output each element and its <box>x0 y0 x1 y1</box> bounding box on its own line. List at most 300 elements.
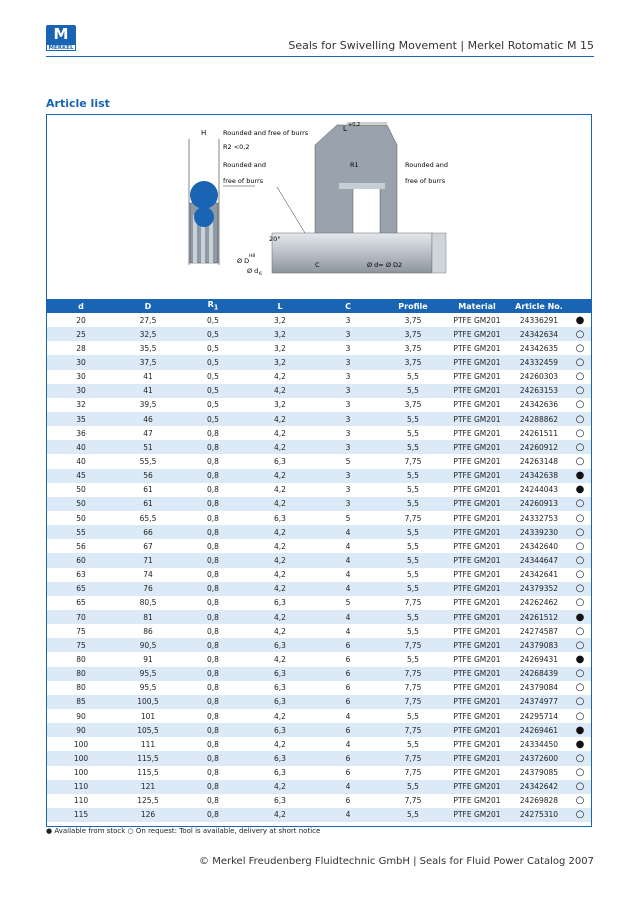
table-cell: 4,2 <box>274 654 286 664</box>
availability-indicator: ○ <box>569 667 591 681</box>
table-cell: 51 <box>115 440 181 454</box>
table-cell: 7,75 <box>404 598 422 608</box>
availability-indicator: ○ <box>575 625 585 637</box>
table-cell: 4,2 <box>274 428 286 438</box>
table-cell: 4,2 <box>274 711 286 721</box>
table-cell: 4 <box>345 541 351 551</box>
table-cell: 5,5 <box>381 384 445 398</box>
table-cell: 81 <box>115 610 181 624</box>
table-cell: 4,2 <box>274 485 286 495</box>
table-cell: 0,8 <box>181 808 245 822</box>
table-cell: PTFE GM201 <box>453 796 501 806</box>
table-cell: 32,5 <box>115 327 181 341</box>
table-cell: 24342641 <box>519 570 559 580</box>
availability-indicator: ○ <box>575 597 585 609</box>
table-cell: 0,8 <box>207 626 219 636</box>
table-row <box>47 723 591 737</box>
table-cell: 100 <box>47 751 115 765</box>
table-cell: 24262462 <box>519 598 559 608</box>
availability-indicator: ● <box>569 469 591 483</box>
table-cell: 0,5 <box>207 372 219 382</box>
table-cell: 4,2 <box>274 372 286 382</box>
table-cell: 0,8 <box>181 525 245 539</box>
table-cell: 4,2 <box>245 440 315 454</box>
table-cell: 6,3 <box>274 598 286 608</box>
table-row <box>47 808 591 822</box>
table-cell: PTFE GM201 <box>453 513 501 523</box>
table-cell: 6 <box>345 796 351 806</box>
leader-angle <box>277 187 305 233</box>
label-r2: R2 <0,2 <box>223 143 250 151</box>
availability-indicator: ○ <box>569 751 591 765</box>
table-row <box>47 610 591 624</box>
table-row <box>47 341 591 355</box>
table-cell: 3 <box>345 485 351 495</box>
table-cell: 91 <box>143 654 153 664</box>
availability-indicator: ○ <box>569 412 591 426</box>
table-cell: 7,75 <box>404 768 422 778</box>
table-cell: 6 <box>345 768 351 778</box>
col-header-d: d <box>47 299 115 313</box>
table-cell: 3,2 <box>274 343 286 353</box>
label-l: L <box>343 125 347 133</box>
table-cell: 3 <box>345 315 351 325</box>
table-cell: 3 <box>345 428 351 438</box>
table-cell: 4 <box>315 553 381 567</box>
label-h: H <box>201 129 207 137</box>
table-cell: 105,5 <box>115 723 181 737</box>
table-cell: PTFE GM201 <box>445 384 509 398</box>
table-cell: 20 <box>76 315 86 325</box>
table-row <box>47 511 591 525</box>
table-cell: 35 <box>47 412 115 426</box>
table-cell: PTFE GM201 <box>445 497 509 511</box>
availability-indicator: ○ <box>569 384 591 398</box>
table-cell: 121 <box>115 780 181 794</box>
table-cell: 7,75 <box>381 695 445 709</box>
table-cell: 0,8 <box>207 796 219 806</box>
table-row <box>47 355 591 369</box>
table-cell: 7,75 <box>381 667 445 681</box>
col-header-D: D <box>115 299 181 313</box>
table-cell: PTFE GM201 <box>445 638 509 652</box>
table-cell: 5,5 <box>381 525 445 539</box>
table-cell: PTFE GM201 <box>445 327 509 341</box>
col-header-availability <box>569 299 591 313</box>
table-row <box>47 638 591 652</box>
table-row <box>47 384 591 398</box>
table-cell: 95,5 <box>139 683 157 693</box>
table-cell: 4 <box>345 739 351 749</box>
table-cell: 6,3 <box>274 513 286 523</box>
table-cell: PTFE GM201 <box>453 315 501 325</box>
table-row <box>47 539 591 553</box>
table-cell: 6,3 <box>245 667 315 681</box>
table-cell: 5,5 <box>407 570 419 580</box>
table-cell: 0,8 <box>207 541 219 551</box>
table-cell: PTFE GM201 <box>445 412 509 426</box>
table-cell: PTFE GM201 <box>445 780 509 794</box>
table-cell: 24339230 <box>509 525 569 539</box>
table-cell: 75 <box>47 638 115 652</box>
table-cell: 0,8 <box>207 456 219 466</box>
page-header-title: Seals for Swivelling Movement | Merkel Rotomatic M 15 <box>288 39 594 52</box>
table-cell: 6 <box>345 683 351 693</box>
table-cell: 111 <box>140 739 156 749</box>
availability-indicator: ● <box>575 314 585 326</box>
table-cell: PTFE GM201 <box>453 428 501 438</box>
label-rounded-and-right: Rounded and <box>405 161 448 169</box>
table-cell: 4,2 <box>274 570 286 580</box>
table-cell: 24260913 <box>509 497 569 511</box>
availability-indicator: ○ <box>569 695 591 709</box>
table-cell: 24332459 <box>509 355 569 369</box>
table-row <box>47 398 591 412</box>
table-cell: 24260303 <box>519 372 559 382</box>
table-cell: 0,8 <box>207 654 219 664</box>
table-cell: 24379352 <box>509 582 569 596</box>
table-cell: PTFE GM201 <box>445 667 509 681</box>
table-cell: 5,5 <box>381 412 445 426</box>
table-cell: 5,5 <box>381 582 445 596</box>
table-cell: 24244043 <box>519 485 559 495</box>
table-cell: 6 <box>315 751 381 765</box>
table-cell: 3 <box>315 355 381 369</box>
table-cell: 0,5 <box>181 327 245 341</box>
table-cell: 4,2 <box>245 780 315 794</box>
table-cell: PTFE GM201 <box>445 610 509 624</box>
table-cell: 36 <box>76 428 86 438</box>
table-cell: PTFE GM201 <box>453 768 501 778</box>
table-cell: 24274587 <box>519 626 559 636</box>
table-cell: 0,8 <box>207 768 219 778</box>
table-cell: 24342634 <box>509 327 569 341</box>
table-cell: 80 <box>47 667 115 681</box>
table-cell: 39,5 <box>139 400 157 410</box>
table-cell: PTFE GM201 <box>445 808 509 822</box>
table-cell: 3 <box>345 400 351 410</box>
table-cell: 4 <box>315 808 381 822</box>
table-cell: 100,5 <box>115 695 181 709</box>
table-cell: PTFE GM201 <box>453 654 501 664</box>
table-cell: 90,5 <box>115 638 181 652</box>
table-cell: 3,2 <box>274 315 286 325</box>
table-cell: 5,5 <box>407 626 419 636</box>
table-row <box>47 313 591 327</box>
table-cell: 24342638 <box>509 469 569 483</box>
table-cell: 5,5 <box>407 739 419 749</box>
table-cell: 5,5 <box>381 553 445 567</box>
table-cell: 0,8 <box>181 440 245 454</box>
table-cell: 24342642 <box>509 780 569 794</box>
table-cell: 24268439 <box>509 667 569 681</box>
table-cell: 5,5 <box>407 485 419 495</box>
table-cell: 25 <box>47 327 115 341</box>
table-cell: 5,5 <box>381 808 445 822</box>
availability-indicator: ○ <box>575 767 585 779</box>
availability-indicator: ● <box>575 653 585 665</box>
table-cell: PTFE GM201 <box>445 440 509 454</box>
col-header-c: C <box>315 299 381 313</box>
table-cell: 4 <box>345 570 351 580</box>
table-cell: PTFE GM201 <box>453 541 501 551</box>
label-d-housing-tol: H8 <box>249 254 256 259</box>
table-cell: PTFE GM201 <box>445 695 509 709</box>
table-cell: 55 <box>47 525 115 539</box>
table-cell: 3,75 <box>381 355 445 369</box>
col-header-r1: $R_1$ <box>181 299 245 313</box>
table-cell: 5,5 <box>381 497 445 511</box>
availability-indicator: ○ <box>569 497 591 511</box>
table-cell: 24379083 <box>509 638 569 652</box>
table-cell: 5,5 <box>381 469 445 483</box>
availability-indicator: ○ <box>575 512 585 524</box>
availability-indicator: ○ <box>575 399 585 411</box>
table-row <box>47 751 591 765</box>
table-cell: PTFE GM201 <box>453 456 501 466</box>
availability-indicator: ○ <box>575 455 585 467</box>
table-cell: 24295714 <box>519 711 559 721</box>
table-cell: 24260912 <box>509 440 569 454</box>
col-header-l: L <box>245 299 315 313</box>
col-header-material: Material <box>445 299 509 313</box>
table-cell: PTFE GM201 <box>453 626 501 636</box>
table-cell: 3,2 <box>245 355 315 369</box>
table-cell: 7,75 <box>381 638 445 652</box>
table-row <box>47 794 591 808</box>
shaft <box>272 233 432 273</box>
table-cell: 56 <box>115 469 181 483</box>
table-row <box>47 652 591 666</box>
table-cell: 4,2 <box>245 469 315 483</box>
table-cell: 100 <box>73 768 89 778</box>
table-cell: 115,5 <box>137 768 159 778</box>
table-cell: 61 <box>115 497 181 511</box>
table-cell: 3,2 <box>245 327 315 341</box>
table-cell: 37,5 <box>115 355 181 369</box>
availability-indicator: ○ <box>569 440 591 454</box>
table-cell: 3 <box>315 412 381 426</box>
table-cell: PTFE GM201 <box>453 739 501 749</box>
table-cell: PTFE GM201 <box>453 598 501 608</box>
table-row <box>47 497 591 511</box>
table-cell: 4,2 <box>274 541 286 551</box>
table-cell: 24288862 <box>509 412 569 426</box>
table-cell: 70 <box>47 610 115 624</box>
table-cell: 32 <box>76 400 86 410</box>
table-cell: 101 <box>140 711 156 721</box>
table-cell: 24344647 <box>509 553 569 567</box>
table-cell: 65,5 <box>139 513 157 523</box>
table-cell: 65 <box>76 598 86 608</box>
availability-indicator: ○ <box>569 780 591 794</box>
table-cell: 3 <box>315 497 381 511</box>
label-d-shaft: Ø d= Ø D2 <box>367 261 403 269</box>
table-cell: 45 <box>47 469 115 483</box>
table-row <box>47 667 591 681</box>
availability-indicator: ○ <box>569 582 591 596</box>
table-cell: 30 <box>47 384 115 398</box>
table-cell: 24342640 <box>519 541 559 551</box>
table-cell: 3 <box>345 343 351 353</box>
table-cell: 5 <box>345 598 351 608</box>
table-cell: 0,8 <box>207 683 219 693</box>
table-cell: 5,5 <box>407 372 419 382</box>
table-cell: 0,8 <box>207 513 219 523</box>
table-row <box>47 440 591 454</box>
table-cell: 0,8 <box>181 638 245 652</box>
table-cell: 5 <box>345 513 351 523</box>
table-cell: 4,2 <box>245 808 315 822</box>
table-cell: 35,5 <box>139 343 157 353</box>
table-cell: 3,75 <box>404 400 422 410</box>
table-row <box>47 469 591 483</box>
table-cell: 4,2 <box>245 384 315 398</box>
table-cell: 3 <box>315 469 381 483</box>
table-cell: 0,8 <box>207 485 219 495</box>
availability-indicator: ○ <box>569 638 591 652</box>
table-cell: 0,8 <box>207 711 219 721</box>
table-cell: 0,8 <box>181 723 245 737</box>
table-row <box>47 553 591 567</box>
table-cell: 50 <box>76 485 86 495</box>
table-cell: 7,75 <box>404 796 422 806</box>
table-row <box>47 582 591 596</box>
table-cell: 0,8 <box>181 610 245 624</box>
table-cell: 24261512 <box>509 610 569 624</box>
table-cell: 80 <box>76 683 86 693</box>
table-cell: 110 <box>73 796 89 806</box>
shaft-end <box>432 233 446 273</box>
table-cell: 7,75 <box>381 751 445 765</box>
article-table <box>47 299 591 822</box>
availability-indicator: ○ <box>575 342 585 354</box>
table-cell: 6,3 <box>274 456 286 466</box>
table-cell: 6 <box>345 654 351 664</box>
label-angle: 20° <box>269 235 281 243</box>
table-cell: 24372600 <box>509 751 569 765</box>
table-cell: 65 <box>47 582 115 596</box>
table-cell: 0,8 <box>181 751 245 765</box>
table-cell: 3 <box>315 440 381 454</box>
o-ring-lower-left <box>194 207 214 227</box>
availability-indicator: ○ <box>569 553 591 567</box>
col-header-article-no: Article No. <box>509 299 569 313</box>
table-cell: 61 <box>143 485 153 495</box>
table-row <box>47 780 591 794</box>
availability-indicator: ○ <box>569 525 591 539</box>
table-cell: 4 <box>315 582 381 596</box>
table-cell: 4,2 <box>245 553 315 567</box>
table-cell: 75 <box>76 626 86 636</box>
availability-indicator: ● <box>575 484 585 496</box>
table-cell: 3,75 <box>404 343 422 353</box>
table-cell: 115,5 <box>115 751 181 765</box>
table-cell: 0,8 <box>181 497 245 511</box>
table-cell: 41 <box>115 384 181 398</box>
table-cell: 6,3 <box>274 796 286 806</box>
table-cell: 6,3 <box>245 723 315 737</box>
table-cell: 55,5 <box>139 456 157 466</box>
table-cell: 24332753 <box>519 513 559 523</box>
availability-indicator: ○ <box>575 427 585 439</box>
table-row <box>47 709 591 723</box>
table-cell: 5,5 <box>381 440 445 454</box>
table-cell: 4 <box>345 711 351 721</box>
table-cell: 24379085 <box>519 768 559 778</box>
label-c: C <box>315 261 320 269</box>
table-cell: 24263148 <box>519 456 559 466</box>
groove-seal <box>339 183 385 189</box>
table-cell: 90 <box>76 711 86 721</box>
table-cell: 24269828 <box>519 796 559 806</box>
table-cell: 30 <box>76 372 86 382</box>
table-cell: PTFE GM201 <box>453 683 501 693</box>
section-title: Article list <box>46 97 110 110</box>
article-list-box <box>46 114 592 827</box>
o-ring-left <box>190 181 218 209</box>
table-row <box>47 454 591 468</box>
table-cell: 100 <box>73 739 89 749</box>
label-d6-sub: 6 <box>259 272 262 277</box>
table-row <box>47 624 591 638</box>
table-row <box>47 568 591 582</box>
table-cell: 66 <box>115 525 181 539</box>
table-cell: 0,5 <box>181 355 245 369</box>
availability-indicator: ○ <box>575 371 585 383</box>
table-cell: 24334450 <box>519 739 559 749</box>
availability-indicator: ● <box>569 610 591 624</box>
table-row <box>47 483 591 497</box>
table-cell: 24342636 <box>519 400 559 410</box>
availability-indicator: ○ <box>569 327 591 341</box>
table-cell: 41 <box>143 372 153 382</box>
table-cell: PTFE GM201 <box>453 343 501 353</box>
table-header-row <box>47 299 591 313</box>
table-cell: 3,2 <box>274 400 286 410</box>
table-cell: 3 <box>315 384 381 398</box>
table-cell: 40 <box>47 440 115 454</box>
table-row <box>47 370 591 384</box>
table-cell: 4,2 <box>245 582 315 596</box>
table-cell: 125,5 <box>137 796 159 806</box>
table-cell: 4,2 <box>274 626 286 636</box>
table-cell: PTFE GM201 <box>445 355 509 369</box>
table-cell: 7,75 <box>404 683 422 693</box>
table-cell: 0,5 <box>207 343 219 353</box>
table-cell: 5,5 <box>381 780 445 794</box>
label-d-housing: Ø D <box>237 257 250 265</box>
table-row <box>47 681 591 695</box>
table-cell: PTFE GM201 <box>445 469 509 483</box>
table-cell: 0,5 <box>207 315 219 325</box>
table-cell: 7,75 <box>381 723 445 737</box>
table-row <box>47 327 591 341</box>
table-cell: 0,5 <box>181 412 245 426</box>
table-cell: 24269431 <box>519 654 559 664</box>
table-cell: 95,5 <box>115 667 181 681</box>
table-cell: 126 <box>115 808 181 822</box>
table-cell: 46 <box>115 412 181 426</box>
table-row <box>47 426 591 440</box>
table-cell: 3,75 <box>381 327 445 341</box>
table-cell: 60 <box>47 553 115 567</box>
table-cell: 6,3 <box>245 638 315 652</box>
table-cell: 4,2 <box>245 610 315 624</box>
label-rounded-burrs: Rounded and free of burrs <box>223 129 309 137</box>
table-cell: 115 <box>47 808 115 822</box>
table-cell: 0,8 <box>207 739 219 749</box>
